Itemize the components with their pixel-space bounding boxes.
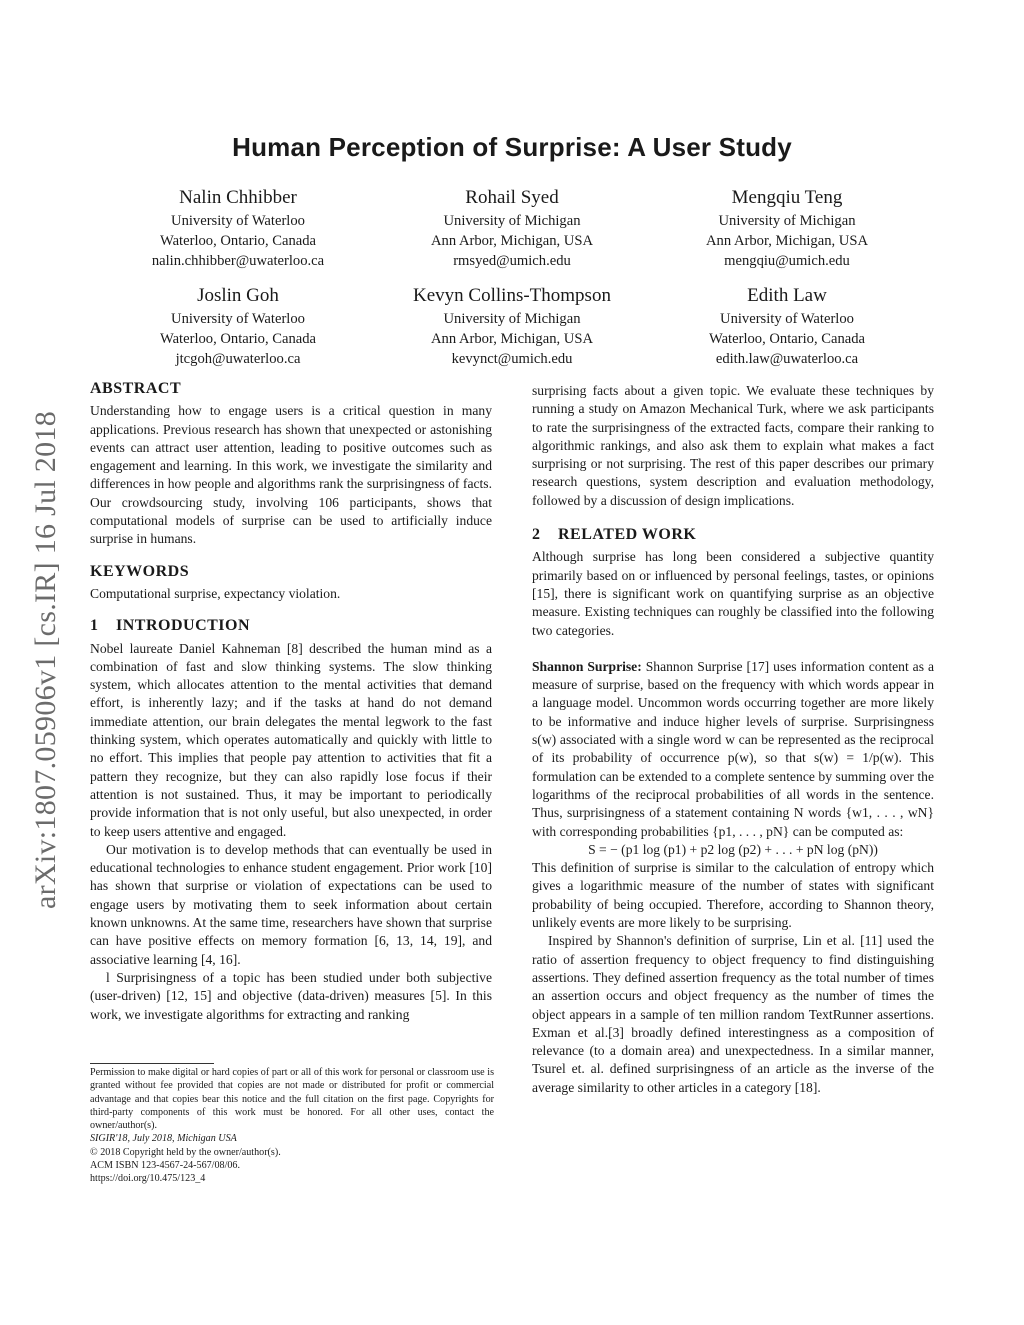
author-email: edith.law@uwaterloo.ca bbox=[715, 351, 859, 367]
author-email: jtcgoh@uwaterloo.ca bbox=[175, 351, 301, 367]
author-name: Nalin Chhibber bbox=[179, 187, 297, 208]
author-location: Waterloo, Ontario, Canada bbox=[159, 331, 317, 347]
author-location: Ann Arbor, Michigan, USA bbox=[431, 233, 593, 249]
author-affiliation: University of Michigan bbox=[443, 213, 581, 229]
abstract-text: Understanding how to engage users is a critical question in many applications. Previous research has shown that unexpected or astonishing events can attract user attention, leading to positive outcomes such as engagement and learning. In this work, we investigate the similarity and differences in how people and algorithms rank the surprisingness of facts. Our crowdsourcing study, involving 106 participants, shows that computational models of surprise can be used to artificially induce surprise in humans. bbox=[90, 403, 492, 547]
author-location: Waterloo, Ontario, Canada bbox=[708, 331, 866, 347]
lin-paragraph: Inspired by Shannon's definition of surprise, Lin et al. [11] used the ratio of assertion frequency to object frequency to find distinguishing assertions. They defined assertion frequency as the total number of times an assertion occurs and object frequency as the number of times the object appears in a sample of ten million random TextRunner assertions. Exman et al.[3] broadly defined interestingness as a composition of relevance (to a domain area) and unexpectedness. In a similar manner, Tsurel et. al. defined surprisingness of an article as the inverse of the average similarity to other articles in a category [18]. bbox=[532, 933, 934, 1095]
author-affiliation: University of Michigan bbox=[718, 213, 856, 229]
right-column bbox=[532, 382, 934, 1097]
author-card bbox=[637, 185, 937, 271]
section-title: RELATED WORK bbox=[558, 526, 697, 544]
author-location: Ann Arbor, Michigan, USA bbox=[431, 331, 593, 347]
author-email: nalin.chhibber@uwaterloo.ca bbox=[151, 253, 325, 269]
arxiv-sidebar bbox=[28, 380, 64, 940]
section-number: 1 bbox=[90, 617, 99, 635]
related-paragraph: Although surprise has long been considered a subjective quantity primarily based on or influenced by personal feelings, tastes, or opinions [15], there is significant work on quantifying surprise as an objective measure. Existing techniques can roughly be classified into the following two categories. bbox=[532, 549, 934, 638]
shannon-text: Shannon Surprise [17] uses information content as a measure of surprise, based on the frequency with which words appear in a language model. Uncommon words occurring together are more likely to be informative and induce higher levels of surprise. Surprisingness s(w) associated with a single word w can be represented as the reciprocal of its probability of occurrence p(w), so that s(w) = 1/p(w). This formulation can be extended to a complete sentence by summing over the logarithms of the reciprocal probabilities of all words in the sentence. Thus, surprisingness of a statement containing N words {w1, . . . , wN} with corresponding probabilities {p1, . . . , pN} can be computed as: bbox=[532, 658, 935, 839]
copyright-footnote bbox=[90, 1066, 494, 1186]
author-card bbox=[362, 185, 662, 271]
author-email: kevynct@umich.edu bbox=[451, 351, 573, 367]
intro-continuation: surprising facts about a given topic. We evaluate these techniques by running a study on Amazon Mechanical Turk, where we ask participants to rate the surprisingness of the extracted facts, compare their ranking to algorithmic rankings, and also ask them to explain what makes a fact surprising or not surprising. The rest of this paper describes our primary research questions, system description and evaluation methodology, followed by a discussion of design implications. bbox=[532, 383, 934, 508]
author-name: Mengqiu Teng bbox=[731, 187, 843, 208]
doi: https://doi.org/10.475/123_4 bbox=[90, 1173, 206, 1185]
left-column bbox=[90, 380, 492, 1024]
author-card bbox=[88, 185, 388, 271]
author-name: Edith Law bbox=[747, 285, 827, 306]
author-name: Joslin Goh bbox=[197, 285, 279, 306]
section-title: INTRODUCTION bbox=[116, 617, 251, 635]
intro-paragraph: l Surprisingness of a topic has been studied under both subjective (user-driven) [12, 15] and objective (data-driven) measures [5]. In this work, we investigate algorithms for extracting and ranking bbox=[90, 969, 492, 1022]
author-card bbox=[88, 283, 388, 369]
intro-paragraph: Nobel laureate Daniel Kahneman [8] described the human mind as a combination of fast and slow thinking systems. The slow thinking system, which allocates attention to the mental activities that demand effort, is inherently lazy; and if the tasks at hand do not demand immediate attention, our brain delegates the mental legwork to the fast thinking system, which operates automatically and quickly with little to no effort. This implies that people pay attention to activities that fit a pattern they recognize, but they can also rapidly lose focus if their attention is not sustained. Thus, it may be important to periodically provide information that is not only useful, but also unexpected, in order to keep users attentive and engaged. bbox=[90, 640, 492, 839]
venue: SIGIR'18, July 2018, Michigan USA bbox=[90, 1133, 237, 1145]
paper-title: Human Perception of Surprise: A User Study bbox=[232, 132, 792, 162]
author-location: Ann Arbor, Michigan, USA bbox=[706, 233, 868, 249]
author-affiliation: University of Waterloo bbox=[720, 311, 854, 327]
author-affiliation: University of Michigan bbox=[443, 311, 581, 327]
intro-paragraph: Our motivation is to develop methods that can eventually be used in educational technologies to enhance student engagement. Prior work [10] has shown that surprise or violation of expectations can be used to engage users by motivating them to seek information about certain known unknowns. At the same time, researchers have shown that surprise can have positive effects on memory formation [6, 13, 14, 19], and associative learning [4, 16]. bbox=[90, 841, 492, 967]
author-affiliation: University of Waterloo bbox=[171, 311, 305, 327]
keywords-heading: KEYWORDS bbox=[90, 562, 190, 580]
author-location: Waterloo, Ontario, Canada bbox=[159, 233, 317, 249]
entropy-paragraph: This definition of surprise is similar to the calculation of entropy which gives a logarithmic measure of the number of states with significant probability of being occupied. Therefore, according to Shannon theory, unlikely events are more likely to be surprising. bbox=[532, 860, 934, 931]
isbn: ACM ISBN 123-4567-24-567/08/06. bbox=[90, 1160, 241, 1172]
related-work-heading bbox=[532, 526, 934, 544]
shannon-label: Shannon Surprise: bbox=[532, 658, 642, 674]
section-number: 2 bbox=[532, 526, 541, 544]
author-name: Kevyn Collins-Thompson bbox=[413, 285, 611, 306]
author-affiliation: University of Waterloo bbox=[171, 213, 305, 229]
shannon-paragraph bbox=[532, 658, 934, 841]
footnote-rule bbox=[90, 1063, 214, 1064]
abstract-heading: ABSTRACT bbox=[90, 380, 182, 397]
arxiv-id: arXiv:1807.05906v1 [cs.IR] 16 Jul 2018 bbox=[29, 410, 62, 910]
keywords-text: Computational surprise, expectancy violation. bbox=[90, 585, 341, 601]
introduction-heading bbox=[90, 617, 492, 635]
author-email: mengqiu@umich.edu bbox=[724, 253, 850, 269]
author-name: Rohail Syed bbox=[465, 187, 559, 208]
permission-notice: Permission to make digital or hard copies of part or all of this work for personal or classroom use is granted without fee provided that copies are not made or distributed for profit or commercial advantage and that copies bear this notice and the full citation on the first page. Copyrights for third-party components of this work must be honored. For all other uses, contact the owner/author(s). bbox=[90, 1067, 494, 1132]
author-card bbox=[637, 283, 937, 369]
author-email: rmsyed@umich.edu bbox=[453, 253, 571, 269]
author-card bbox=[362, 283, 662, 369]
entropy-equation: S = − (p1 log (p1) + p2 log (p2) + . . . + pN log (pN)) bbox=[588, 841, 878, 857]
copyright: © 2018 Copyright held by the owner/author(s). bbox=[90, 1146, 281, 1158]
